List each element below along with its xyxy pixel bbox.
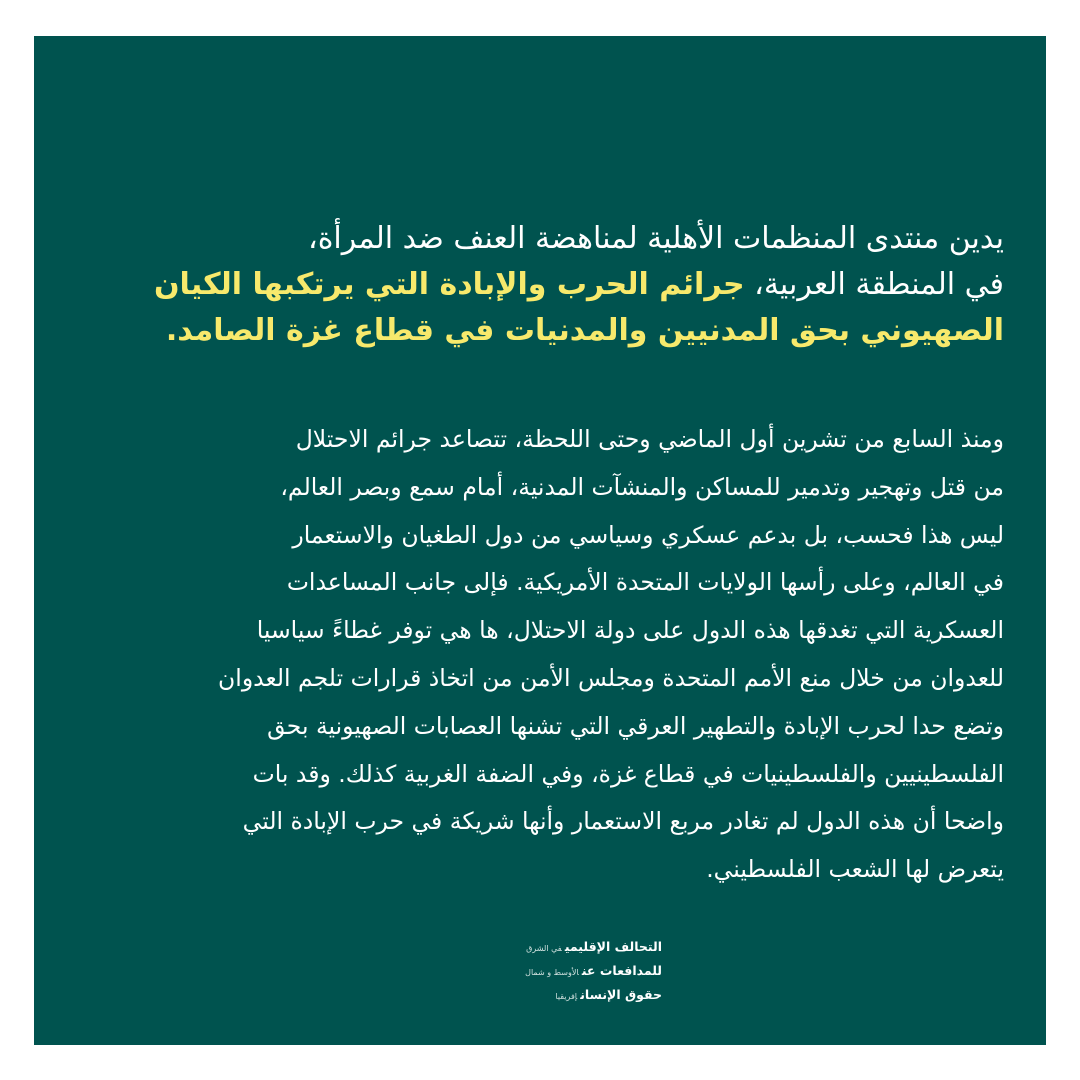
body-line: ومنذ السابع من تشرين أول الماضي وحتى اللحظة، تتصاعد جرائم الاحتلال [295, 425, 1004, 453]
body-line: من قتل وتهجير وتدمير للمساكن والمنشآت المدنية، أمام سمع وبصر العالم، [280, 472, 1004, 501]
logo-row-3 [525, 983, 662, 1007]
logo-main-text: حقوق الإنسان [580, 987, 662, 1002]
body-line: واضحا أن هذه الدول لم تغادر مربع الاستعمار وأنها شريكة في حرب الإبادة التي [242, 807, 1004, 836]
logo-sub-text: الأوسط و شمال [525, 968, 579, 977]
intro-line-2-highlight: جرائم الحرب والإبادة التي يرتكبها الكيان [153, 267, 745, 302]
logo-main-text: التحالف الإقليمي [564, 939, 662, 954]
logo-sub-text: في الشرق [526, 944, 562, 953]
body-line: للعدوان من خلال منع الأمم المتحدة ومجلس الأمن من اتخاذ قرارات تلجم العدوان [218, 663, 1004, 692]
statement-intro [64, 216, 1004, 354]
intro-line-1: يدين منتدى المنظمات الأهلية لمناهضة العنف ضد المرأة، [308, 221, 1004, 256]
body-line: وتضع حدا لحرب الإبادة والتطهير العرقي التي تشنها العصابات الصهيونية بحق [267, 711, 1004, 740]
intro-line-3-highlight: الصهيوني بحق المدنيين والمدنيات في قطاع غزة الصامد. [165, 313, 1004, 348]
statement-body [64, 416, 1004, 894]
body-line: الفلسطينيين والفلسطينيات في قطاع غزة، وفي الضفة الغربية كذلك. وقد بات [252, 759, 1004, 788]
body-line: في العالم، وعلى رأسها الولايات المتحدة الأمريكية. فإلى جانب المساعدات [286, 568, 1004, 597]
body-line: العسكرية التي تغدقها هذه الدول على دولة الاحتلال، ها هي توفر غطاءً سياسيا [256, 616, 1004, 645]
statement-panel [34, 36, 1046, 1045]
logo-main-text: للمدافعات عن [581, 963, 662, 978]
logo-sub-text: إفريقيا [555, 992, 578, 1001]
logo-row-1 [525, 935, 662, 959]
coalition-logo [525, 935, 662, 1007]
intro-line-2-normal: في المنطقة العربية، [744, 267, 1004, 302]
logo-row-2 [525, 959, 662, 983]
body-line: ليس هذا فحسب، بل بدعم عسكري وسياسي من دول الطغيان والاستعمار [292, 520, 1004, 549]
intro-line-2 [64, 262, 1004, 308]
body-line: يتعرض لها الشعب الفلسطيني. [706, 855, 1004, 884]
